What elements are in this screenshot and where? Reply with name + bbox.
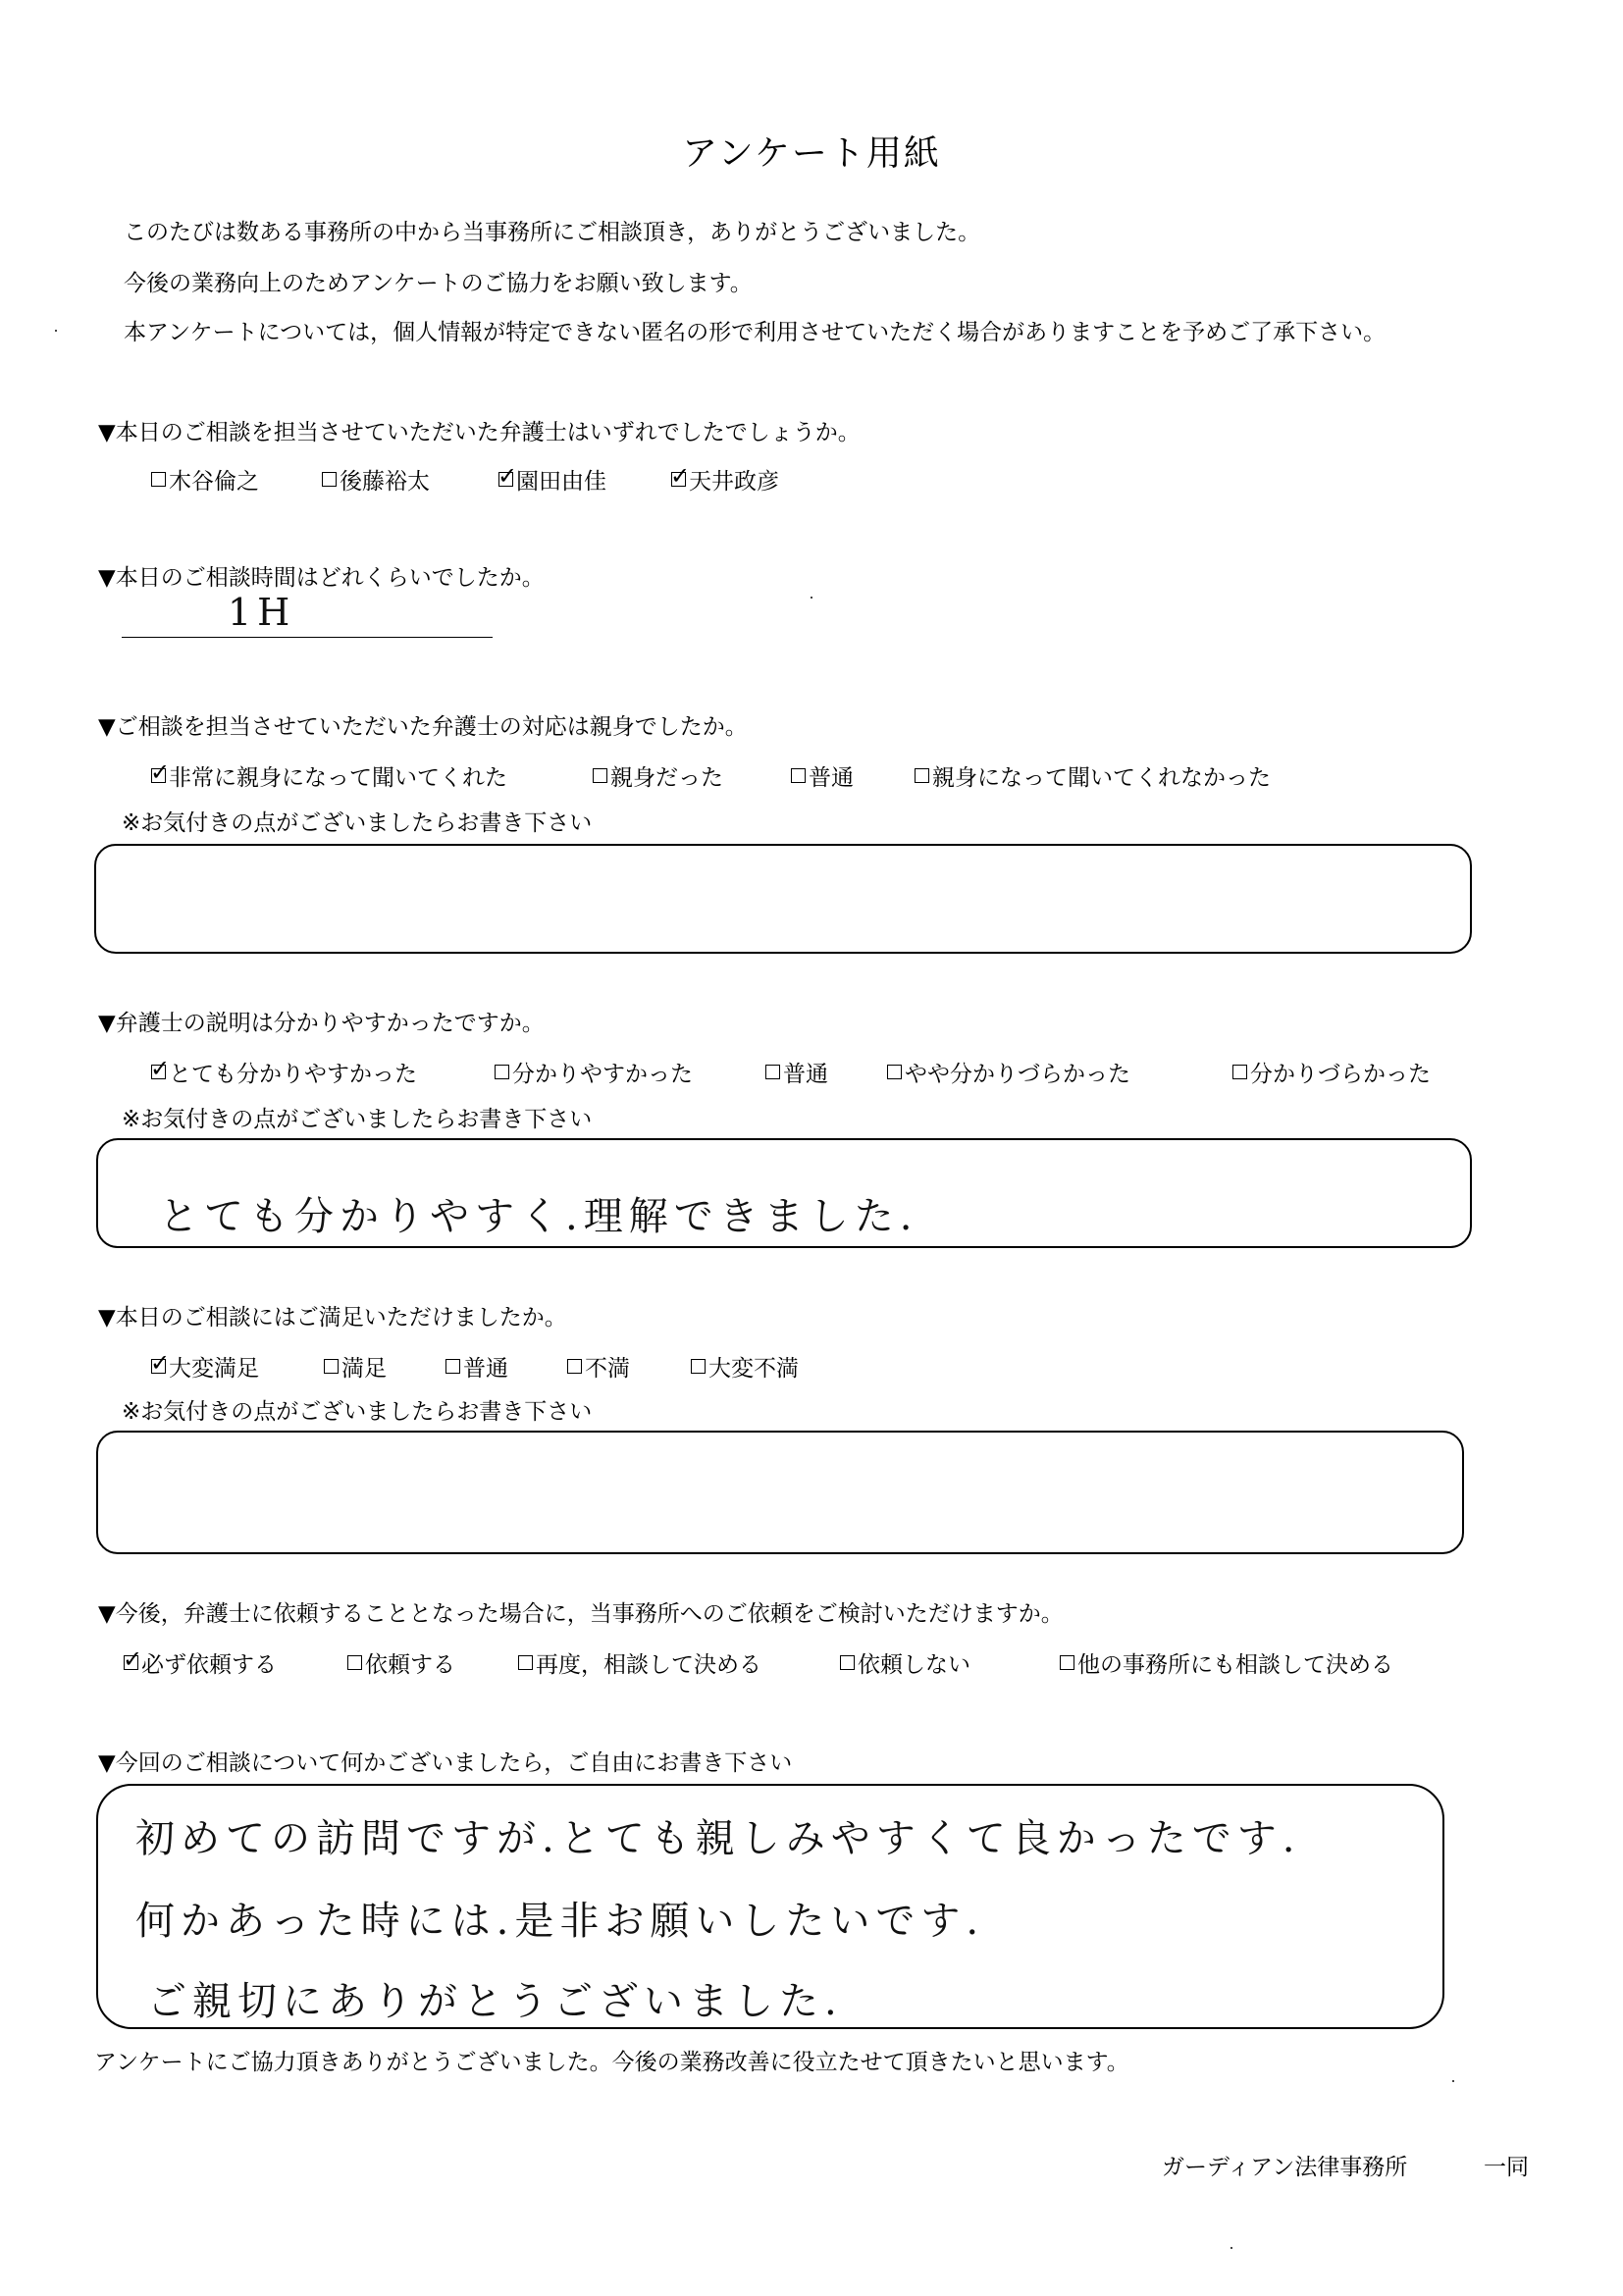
checkmark-icon: ✓ <box>123 1645 143 1673</box>
option-satisfaction-5[interactable]: 大変不満 <box>691 1350 799 1383</box>
option-lawyer-2[interactable]: 後藤裕太 <box>322 463 430 496</box>
checkbox[interactable] <box>1060 1655 1074 1670</box>
option-satisfaction-4[interactable]: 不満 <box>567 1350 630 1383</box>
option-explanation-5[interactable]: 分かりづらかった <box>1232 1056 1431 1088</box>
option-request-4[interactable]: 依頼しない <box>840 1646 970 1679</box>
option-satisfaction-1[interactable]: ✓ 大変満足 <box>150 1349 259 1382</box>
option-explanation-1[interactable]: ✓ とても分かりやすかった <box>150 1055 417 1087</box>
checkbox-checked[interactable] <box>497 462 518 490</box>
question-lawyer: ▼本日のご相談を担当させていただいた弁護士はいずれでしたでしょうか。 <box>98 420 861 445</box>
comment-box-attitude[interactable] <box>94 844 1472 954</box>
question-duration: ▼本日のご相談時間はどれくらいでしたか。 <box>98 565 545 591</box>
option-attitude-3[interactable]: 普通 <box>791 759 854 792</box>
option-request-5[interactable]: 他の事務所にも相談して決める <box>1060 1646 1393 1679</box>
question-free-comment: ▼今回のご相談について何かございましたら，ご自由にお書き下さい <box>98 1750 793 1776</box>
checkbox[interactable] <box>567 1359 582 1374</box>
checkbox[interactable] <box>765 1065 780 1079</box>
scan-speck <box>811 597 812 599</box>
option-request-2[interactable]: 依頼する <box>347 1646 455 1679</box>
option-lawyer-4[interactable]: ✓ 天井政彦 <box>670 462 779 495</box>
comment-prompt-attitude: ※お気付きの点がございましたらお書き下さい <box>122 810 593 836</box>
duration-answer: 1H <box>228 591 296 634</box>
comment-prompt-explanation: ※お気付きの点がございましたらお書き下さい <box>122 1107 593 1132</box>
checkbox[interactable] <box>840 1655 855 1670</box>
checkmark-icon: ✓ <box>150 758 171 786</box>
comment-prompt-satisfaction: ※お気付きの点がございましたらお書き下さい <box>122 1399 593 1425</box>
scan-speck <box>1230 2247 1232 2249</box>
scan-speck <box>1452 2080 1454 2082</box>
checkbox[interactable] <box>518 1655 533 1670</box>
comment-text-line-2: 何かあった時には.是非お願いしたいです. <box>135 1899 985 1944</box>
checkbox-checked[interactable] <box>150 758 171 786</box>
checkbox[interactable] <box>151 472 166 487</box>
checkbox[interactable] <box>915 768 929 783</box>
question-attitude: ▼ご相談を担当させていただいた弁護士の対応は親身でしたか。 <box>98 714 748 740</box>
checkbox[interactable] <box>887 1065 902 1079</box>
checkmark-icon: ✓ <box>150 1349 171 1377</box>
checkbox[interactable] <box>1232 1065 1247 1079</box>
option-explanation-4[interactable]: やや分かりづらかった <box>887 1056 1130 1088</box>
comment-text-line-3: ご親切にありがとうございました. <box>147 1979 843 2024</box>
option-attitude-4[interactable]: 親身になって聞いてくれなかった <box>915 759 1271 792</box>
option-lawyer-1[interactable]: 木谷倫之 <box>151 463 259 496</box>
checkbox[interactable] <box>495 1065 509 1079</box>
checkbox[interactable] <box>324 1359 339 1374</box>
checkmark-icon: ✓ <box>497 462 518 490</box>
option-explanation-3[interactable]: 普通 <box>765 1056 828 1088</box>
checkbox[interactable] <box>347 1655 362 1670</box>
option-lawyer-3[interactable]: ✓ 園田由佳 <box>497 462 606 495</box>
checkbox-checked[interactable] <box>150 1055 171 1082</box>
intro-line-3: 本アンケートについては，個人情報が特定できない匿名の形で利用させていただく場合がありますことを予めご了承下さい。 <box>124 320 1387 345</box>
option-satisfaction-3[interactable]: 普通 <box>445 1350 508 1383</box>
option-attitude-2[interactable]: 親身だった <box>593 759 723 792</box>
intro-line-1: このたびは数ある事務所の中から当事務所にご相談頂き，ありがとうございました。 <box>124 220 981 245</box>
scan-speck <box>55 330 57 332</box>
comment-box-free[interactable] <box>96 1784 1444 2029</box>
duration-answer-line <box>122 637 493 638</box>
checkbox-checked[interactable] <box>150 1349 171 1377</box>
comment-text-line-1: 初めての訪問ですが.とても親しみやすくて良かったです. <box>135 1816 1301 1861</box>
option-request-1[interactable]: ✓ 必ず依頼する <box>123 1645 277 1678</box>
option-satisfaction-2[interactable]: 満足 <box>324 1350 387 1383</box>
checkbox[interactable] <box>445 1359 460 1374</box>
checkbox[interactable] <box>791 768 806 783</box>
checkbox[interactable] <box>691 1359 706 1374</box>
question-satisfaction: ▼本日のご相談にはご満足いただけましたか。 <box>98 1305 567 1331</box>
checkmark-icon: ✓ <box>670 462 691 490</box>
firm-name: ガーディアン法律事務所 <box>1162 2155 1408 2180</box>
intro-line-2: 今後の業務向上のためアンケートのご協力をお願い致します。 <box>124 271 753 296</box>
comment-text: とても分かりやすく.理解できました. <box>159 1194 918 1239</box>
page-title: アンケート用紙 <box>682 133 941 174</box>
option-request-3[interactable]: 再度，相談して決める <box>518 1646 761 1679</box>
question-explanation: ▼弁護士の説明は分かりやすかったですか。 <box>98 1011 545 1036</box>
question-future-request: ▼今後，弁護士に依頼することとなった場合に，当事務所へのご依頼をご検討いただけますか。 <box>98 1601 1064 1627</box>
checkbox[interactable] <box>322 472 337 487</box>
checkmark-icon: ✓ <box>150 1055 171 1082</box>
checkbox-checked[interactable] <box>670 462 691 490</box>
comment-box-explanation[interactable] <box>96 1138 1472 1248</box>
checkbox[interactable] <box>593 768 607 783</box>
checkbox-checked[interactable] <box>123 1645 143 1673</box>
closing-message: アンケートにご協力頂きありがとうございました。今後の業務改善に役立たせて頂きたいと思います。 <box>94 2050 1129 2075</box>
firm-suffix: 一同 <box>1484 2155 1529 2180</box>
comment-box-satisfaction[interactable] <box>96 1431 1464 1554</box>
option-explanation-2[interactable]: 分かりやすかった <box>495 1056 693 1088</box>
option-attitude-1[interactable]: ✓ 非常に親身になって聞いてくれた <box>150 758 507 791</box>
